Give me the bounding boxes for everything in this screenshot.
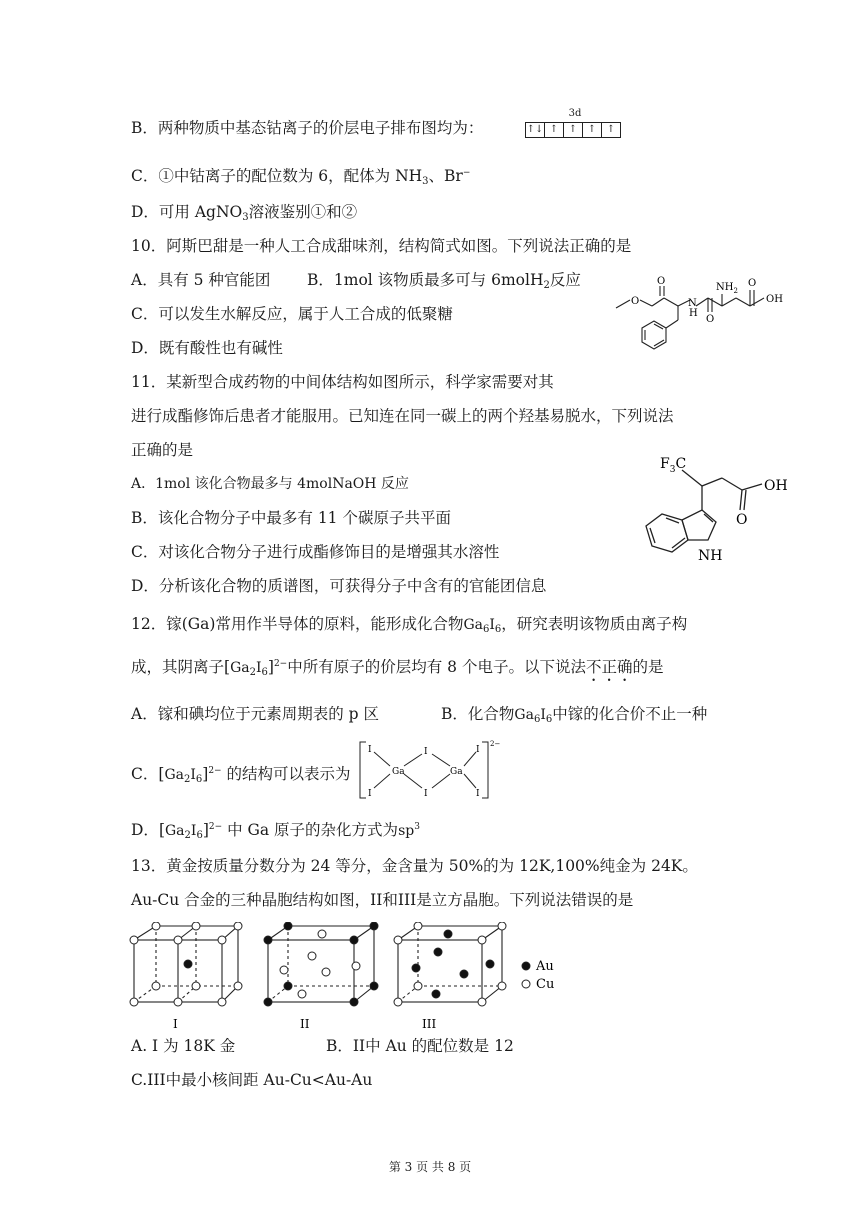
au-atom bbox=[264, 936, 272, 944]
cu-atom bbox=[192, 922, 200, 930]
q12-c-text: 的结构可以表示为 bbox=[221, 765, 351, 783]
q9-option-d bbox=[131, 202, 357, 228]
legend-cu: Cu bbox=[536, 977, 555, 992]
atom-h: H bbox=[689, 308, 698, 319]
superscript: 2− bbox=[273, 659, 288, 669]
cu-atom bbox=[174, 936, 182, 944]
atom-oh: OH bbox=[766, 294, 783, 305]
orbital-box: ↑↓ bbox=[526, 124, 544, 135]
cu-atom bbox=[298, 990, 306, 998]
subscript: 6 bbox=[482, 624, 490, 635]
atom-f3c: $F_3C$ bbox=[660, 456, 687, 475]
q10-option-a bbox=[131, 270, 270, 290]
orbital-box: ↑ bbox=[545, 123, 564, 137]
legend-au-marker bbox=[522, 962, 530, 970]
bracket: [ bbox=[158, 765, 165, 783]
atom-ga: Ga bbox=[450, 767, 463, 777]
formula-i: I bbox=[255, 660, 262, 676]
bracket: [ bbox=[158, 821, 165, 839]
q11-option-b: B．该化合物分子中最多有 11 个碳原子共平面 bbox=[131, 509, 451, 527]
cu-atom bbox=[218, 936, 226, 944]
q13-option-a: A. I 为 18K 金 bbox=[131, 1037, 236, 1055]
cu-atom bbox=[318, 930, 326, 938]
atom-ga: Ga bbox=[392, 767, 405, 777]
q12-stem-2 bbox=[131, 654, 663, 685]
q13-stem-1: 13．黄金按质量分数分为 24 等分，金含量为 50%的为 12K,100%纯金为 24K。 bbox=[131, 857, 698, 875]
q13-stem-2: Au-Cu 合金的三种晶胞结构如图，II和III是立方晶胞。下列说法错误的是 bbox=[131, 891, 634, 909]
q9-d-text-b: 溶液鉴别①和② bbox=[248, 203, 358, 221]
cu-atom bbox=[322, 968, 330, 976]
cu-atom bbox=[414, 922, 422, 930]
q10-option-d: D．既有酸性也有碱性 bbox=[131, 339, 283, 357]
q12-stem-1a: 12．镓(Ga)常用作半导体的原料，能形成化合物 bbox=[131, 615, 464, 633]
formula-ga: Ga bbox=[463, 617, 483, 633]
superscript: 3 bbox=[414, 822, 420, 832]
charge: 2− bbox=[490, 740, 501, 748]
q12-c-label: C． bbox=[131, 765, 159, 783]
q12-option-a: A．镓和碘均位于元素周期表的 p 区 bbox=[131, 705, 379, 723]
q12-option-b bbox=[441, 704, 707, 730]
formula-ga: Ga bbox=[230, 660, 250, 676]
orbital-label: 3d bbox=[568, 108, 582, 119]
cu-atom bbox=[130, 936, 138, 944]
subscript: 2 bbox=[183, 774, 191, 785]
q10-stem: 10．阿斯巴甜是一种人工合成甜味剂，结构简式如图。下列说法正确的是 bbox=[131, 237, 632, 255]
cu-atom bbox=[152, 922, 160, 930]
superscript: − bbox=[462, 168, 471, 178]
q11-stem-3: 正确的是 bbox=[131, 441, 194, 459]
au-atom bbox=[350, 998, 358, 1006]
atom-i: I bbox=[424, 747, 428, 757]
au-atom bbox=[284, 982, 292, 990]
au-atom bbox=[432, 990, 440, 998]
atom-i: I bbox=[368, 745, 372, 755]
subscript: 6 bbox=[545, 714, 553, 725]
atom-i: I bbox=[476, 745, 480, 755]
atom-o: O bbox=[631, 296, 640, 307]
au-atom bbox=[412, 964, 420, 972]
cu-atom bbox=[308, 952, 316, 960]
atom-i: I bbox=[368, 789, 372, 799]
q11-stem-1: 11．某新型合成药物的中间体结构如图所示，科学家需要对其 bbox=[131, 373, 554, 391]
formula-ga: Ga bbox=[514, 707, 534, 723]
cu-atom bbox=[394, 936, 402, 944]
formula-i: I bbox=[540, 707, 546, 723]
formula-i: I bbox=[190, 823, 197, 839]
q12-d-text: 中 Ga 原子的杂化方式为 bbox=[222, 821, 399, 839]
subscript: 2 bbox=[543, 280, 550, 291]
q12-stem-1 bbox=[131, 614, 687, 640]
atom-o: O bbox=[736, 512, 748, 528]
orbital-box: ↑ bbox=[606, 124, 616, 135]
bracket: ] bbox=[267, 658, 274, 676]
q13-option-c: C.III中最小核间距 Au-Cu<Au-Au bbox=[131, 1071, 373, 1089]
formula-sp: sp bbox=[398, 823, 415, 839]
cu-atom bbox=[478, 936, 486, 944]
indole-structure bbox=[612, 448, 812, 578]
q12-stem-2c: 的是 bbox=[632, 658, 664, 676]
q12-option-c bbox=[131, 761, 351, 790]
q10-a-text: A．具有 5 种官能团 bbox=[131, 271, 271, 289]
subscript: 3 bbox=[242, 212, 249, 223]
orbital-box: ↑ bbox=[583, 123, 602, 137]
q13-option-b: B．II中 Au 的配位数是 12 bbox=[326, 1037, 514, 1055]
subscript: 6 bbox=[261, 667, 268, 678]
q10-b-text: B．1mol 该物质最多可与 6molH bbox=[307, 271, 544, 289]
subscript: 6 bbox=[196, 830, 203, 841]
subscript: 3 bbox=[422, 176, 429, 187]
q12-stem-2a: 成，其阴离子 bbox=[131, 658, 225, 676]
q11-option-d: D．分析该化合物的质谱图，可获得分子中含有的官能团信息 bbox=[131, 577, 547, 595]
cell-label-ii: II bbox=[300, 1017, 310, 1031]
formula-i: I bbox=[190, 767, 196, 783]
q12-d-label: D． bbox=[131, 821, 159, 839]
q11-option-a: A．1mol 该化合物最多与 4molNaOH 反应 bbox=[131, 476, 409, 492]
atom-o: O bbox=[657, 276, 666, 287]
cell-label-i: I bbox=[173, 1017, 178, 1031]
cu-atom bbox=[174, 998, 182, 1006]
cu-atom bbox=[234, 922, 242, 930]
subscript: 2 bbox=[249, 667, 256, 678]
cu-atom bbox=[352, 962, 360, 970]
q10-b-text-b: 反应 bbox=[549, 271, 581, 289]
q11-stem-2: 进行成酯修饰后患者才能服用。已知连在同一碳上的两个羟基易脱水，下列说法 bbox=[131, 407, 674, 425]
au-atom bbox=[264, 998, 272, 1006]
q12-stem-2b: 中所有原子的价层均有 8 个电子。以下说法 bbox=[287, 658, 586, 676]
formula-i: I bbox=[489, 617, 495, 633]
au-atom bbox=[284, 922, 292, 930]
q12-option-d bbox=[131, 817, 420, 846]
q10-option-c: C．可以发生水解反应，属于人工合成的低聚糖 bbox=[131, 305, 453, 323]
q12-b-text-b: 中镓的化合价不止一种 bbox=[552, 705, 708, 723]
legend-cu-marker bbox=[522, 980, 530, 988]
cu-atom bbox=[414, 982, 422, 990]
unit-cells bbox=[126, 922, 586, 1032]
superscript: 2− bbox=[208, 766, 222, 776]
cu-atom bbox=[394, 998, 402, 1006]
au-atom bbox=[184, 960, 192, 968]
cell-label-iii: III bbox=[422, 1017, 437, 1031]
aspartame-structure bbox=[608, 268, 798, 368]
cu-atom bbox=[498, 982, 506, 990]
atom-i: I bbox=[476, 789, 480, 799]
ga2i6-structure bbox=[358, 738, 508, 802]
page-footer: 第 3 页 共 8 页 bbox=[388, 1160, 472, 1174]
cu-atom bbox=[192, 982, 200, 990]
au-atom bbox=[370, 982, 378, 990]
bracket: ] bbox=[202, 765, 209, 783]
cu-atom bbox=[130, 998, 138, 1006]
q10-option-b bbox=[307, 270, 581, 296]
subscript: 6 bbox=[195, 774, 203, 785]
subscript: 6 bbox=[494, 624, 502, 635]
formula-ga: Ga bbox=[164, 767, 184, 783]
superscript: 2− bbox=[208, 822, 223, 832]
q9-c-text-b: 、Br bbox=[428, 167, 463, 185]
q11-option-c: C．对该化合物分子进行成酯修饰目的是增强其水溶性 bbox=[131, 543, 500, 561]
au-atom bbox=[486, 960, 494, 968]
atom-oh: OH bbox=[764, 478, 788, 494]
q9-option-b bbox=[131, 118, 483, 138]
au-atom bbox=[434, 948, 442, 956]
bracket: [ bbox=[224, 658, 231, 676]
au-atom bbox=[350, 936, 358, 944]
cu-atom bbox=[218, 998, 226, 1006]
atom-i: I bbox=[424, 789, 428, 799]
au-atom bbox=[460, 970, 468, 978]
q12-stem-1b: ，研究表明该物质由离子构 bbox=[501, 615, 688, 633]
subscript: 6 bbox=[533, 714, 541, 725]
atom-o: O bbox=[706, 314, 715, 325]
orbital-box: ↑ bbox=[564, 123, 583, 137]
subscript: 2 bbox=[184, 830, 191, 841]
au-atom bbox=[444, 930, 452, 938]
atom-n: N bbox=[688, 298, 697, 309]
atom-nh2: $NH_2$ bbox=[716, 282, 738, 295]
cu-atom bbox=[478, 998, 486, 1006]
cu-atom bbox=[234, 982, 242, 990]
q12-b-text: B．化合物 bbox=[441, 705, 515, 723]
q9-option-c bbox=[131, 163, 470, 192]
q9-d-text: D．可用 AgNO bbox=[131, 203, 243, 221]
cu-atom bbox=[152, 982, 160, 990]
legend-au: Au bbox=[536, 959, 554, 974]
q9-b-text: B．两种物质中基态钴离子的价层电子排布图均为： bbox=[131, 119, 484, 137]
cu-atom bbox=[280, 966, 288, 974]
formula-ga: Ga bbox=[165, 823, 185, 839]
atom-nh: NH bbox=[698, 548, 723, 564]
atom-o: O bbox=[748, 278, 757, 289]
orbital-diagram bbox=[525, 108, 625, 142]
emphasis-not: 不正确 bbox=[585, 658, 633, 676]
bracket: ] bbox=[202, 821, 209, 839]
cu-atom bbox=[498, 922, 506, 930]
au-atom bbox=[370, 922, 378, 930]
q9-c-text: C．①中钴离子的配位数为 6，配体为 NH bbox=[131, 167, 423, 185]
